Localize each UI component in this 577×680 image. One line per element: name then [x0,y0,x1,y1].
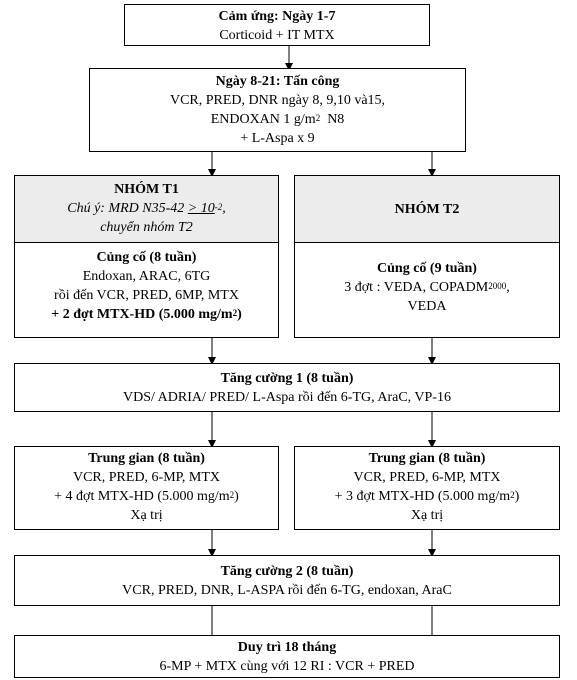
maintenance-title: Duy trì 18 tháng [237,640,337,655]
interim-left-line2: + 4 đợt MTX-HD (5.000 $mg/m^2$) [54,489,239,504]
interim-left-line3: Xạ trị [130,508,163,523]
maintenance-box [14,635,560,678]
interim-left-box [14,446,279,530]
consolidation-t2-title: Củng cố (9 tuần) [377,261,477,276]
interim-left-title: Trung gian (8 tuần) [88,451,205,466]
consolidation-t1-box [14,242,279,338]
induction-box [124,4,430,46]
attack-line3: + L-Aspa x 9 [240,131,315,146]
consolidation-t1-line3: + 2 đợt MTX-HD (5.000 $mg/m^2$) [51,307,242,322]
intensification2-line1: VCR, PRED, DNR, L-ASPA rồi đến 6-TG, endoxan, AraC [122,583,452,598]
group-t1-note2: chuyển nhóm T2 [100,220,193,235]
group-t2-title: NHÓM T2 [394,202,460,217]
interim-right-line1: VCR, PRED, 6-MP, MTX [353,470,501,485]
induction-line1: Corticoid + IT MTX [219,28,335,43]
consolidation-t1-line1: Endoxan, ARAC, 6TG [82,269,211,284]
consolidation-t1-title: Củng cố (8 tuần) [96,250,197,265]
induction-title: Cảm ứng: Ngày 1-7 [218,9,336,24]
consolidation-t2-box [294,242,560,338]
interim-right-box [294,446,560,530]
interim-right-line2: + 3 đợt MTX-HD (5.000 $mg/m^2$) [334,489,520,504]
attack-title: Ngày 8-21: Tấn công [215,74,340,89]
interim-right-line3: Xạ trị [410,508,444,523]
consolidation-t2-line1: 3 đợt : VEDA, $COPADM^{2000}$, [344,280,510,295]
intensification1-box [14,363,560,412]
interim-right-title: Trung gian (8 tuần) [368,451,486,466]
group-t2-box [294,175,560,243]
intensification1-line1: VDS/ ADRIA/ PRED/ L-Aspa rồi đến 6-TG, AraC, VP-16 [123,390,451,405]
intensification2-box [14,555,560,606]
interim-left-line1: VCR, PRED, 6-MP, MTX [72,470,221,485]
intensification1-title: Tăng cường 1 (8 tuần) [220,371,354,386]
group-t1-note: Chú ý: MRD $N35-42 > 10^{-2}$, [67,201,226,216]
group-t1-box [14,175,279,243]
consolidation-t2-line2: VEDA [407,299,447,314]
consolidation-t1-line2: rồi đến VCR, PRED, 6MP, MTX [54,288,239,303]
group-t1-title: NHÓM T1 [114,182,179,197]
attack-line2: ENDOXAN 1 $g/m^2$ N8 [210,112,345,127]
intensification2-title: Tăng cường 2 (8 tuần) [220,564,354,579]
maintenance-line1: 6-MP + MTX cùng với 12 RI : VCR + PRED [159,659,415,674]
attack-box [89,68,466,152]
attack-line1: VCR, PRED, DNR ngày 8, 9,10 và15, [169,93,386,108]
